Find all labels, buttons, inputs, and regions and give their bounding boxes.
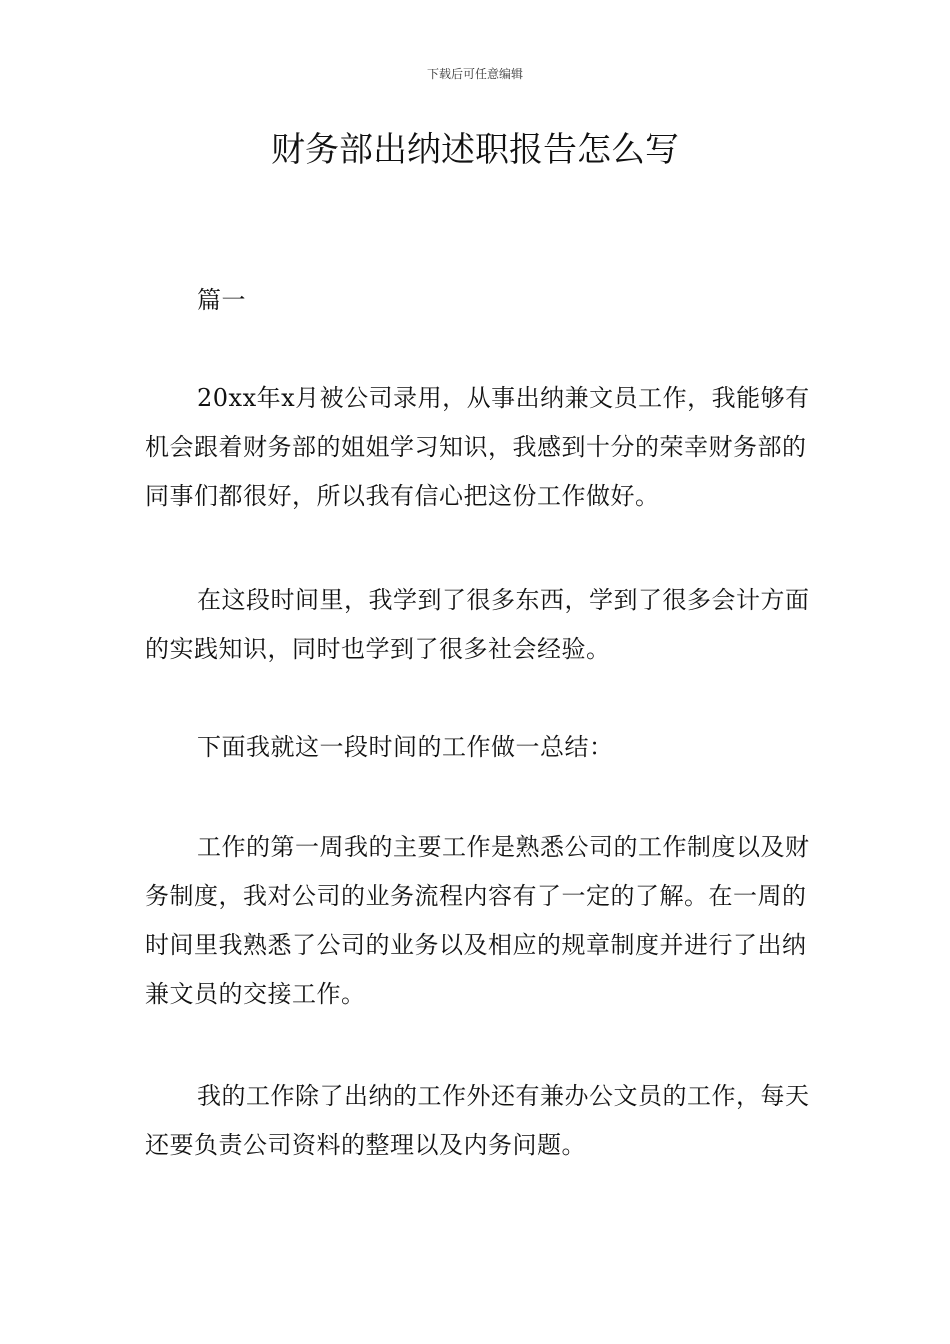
paragraph-3: 下面我就这一段时间的工作做一总结：	[197, 733, 614, 761]
paragraph-4: 工作的第一周我的主要工作是熟悉公司的工作制度以及财务制度，我对公司的业务流程内容有了一定的了解。在一周的时间里我熟悉了公司的业务以及相应的规章制度并进行了出纳兼文员的交接工作。	[145, 833, 810, 1008]
paragraph-2: 在这段时间里，我学到了很多东西，学到了很多会计方面的实践知识，同时也学到了很多社会经验。	[145, 586, 810, 663]
document-title: 财务部出纳述职报告怎么写	[271, 130, 679, 170]
section-label: 篇一	[197, 286, 246, 314]
paragraph-5: 我的工作除了出纳的工作外还有兼办公文员的工作，每天还要负责公司资料的整理以及内务问题。	[145, 1082, 810, 1159]
paragraph-1: 20xx年x月被公司录用，从事出纳兼文员工作，我能够有机会跟着财务部的姐姐学习知识，我感到十分的荣幸财务部的同事们都很好，所以我有信心把这份工作做好。	[145, 384, 810, 510]
page-header-note: 下载后可任意编辑	[426, 67, 523, 81]
